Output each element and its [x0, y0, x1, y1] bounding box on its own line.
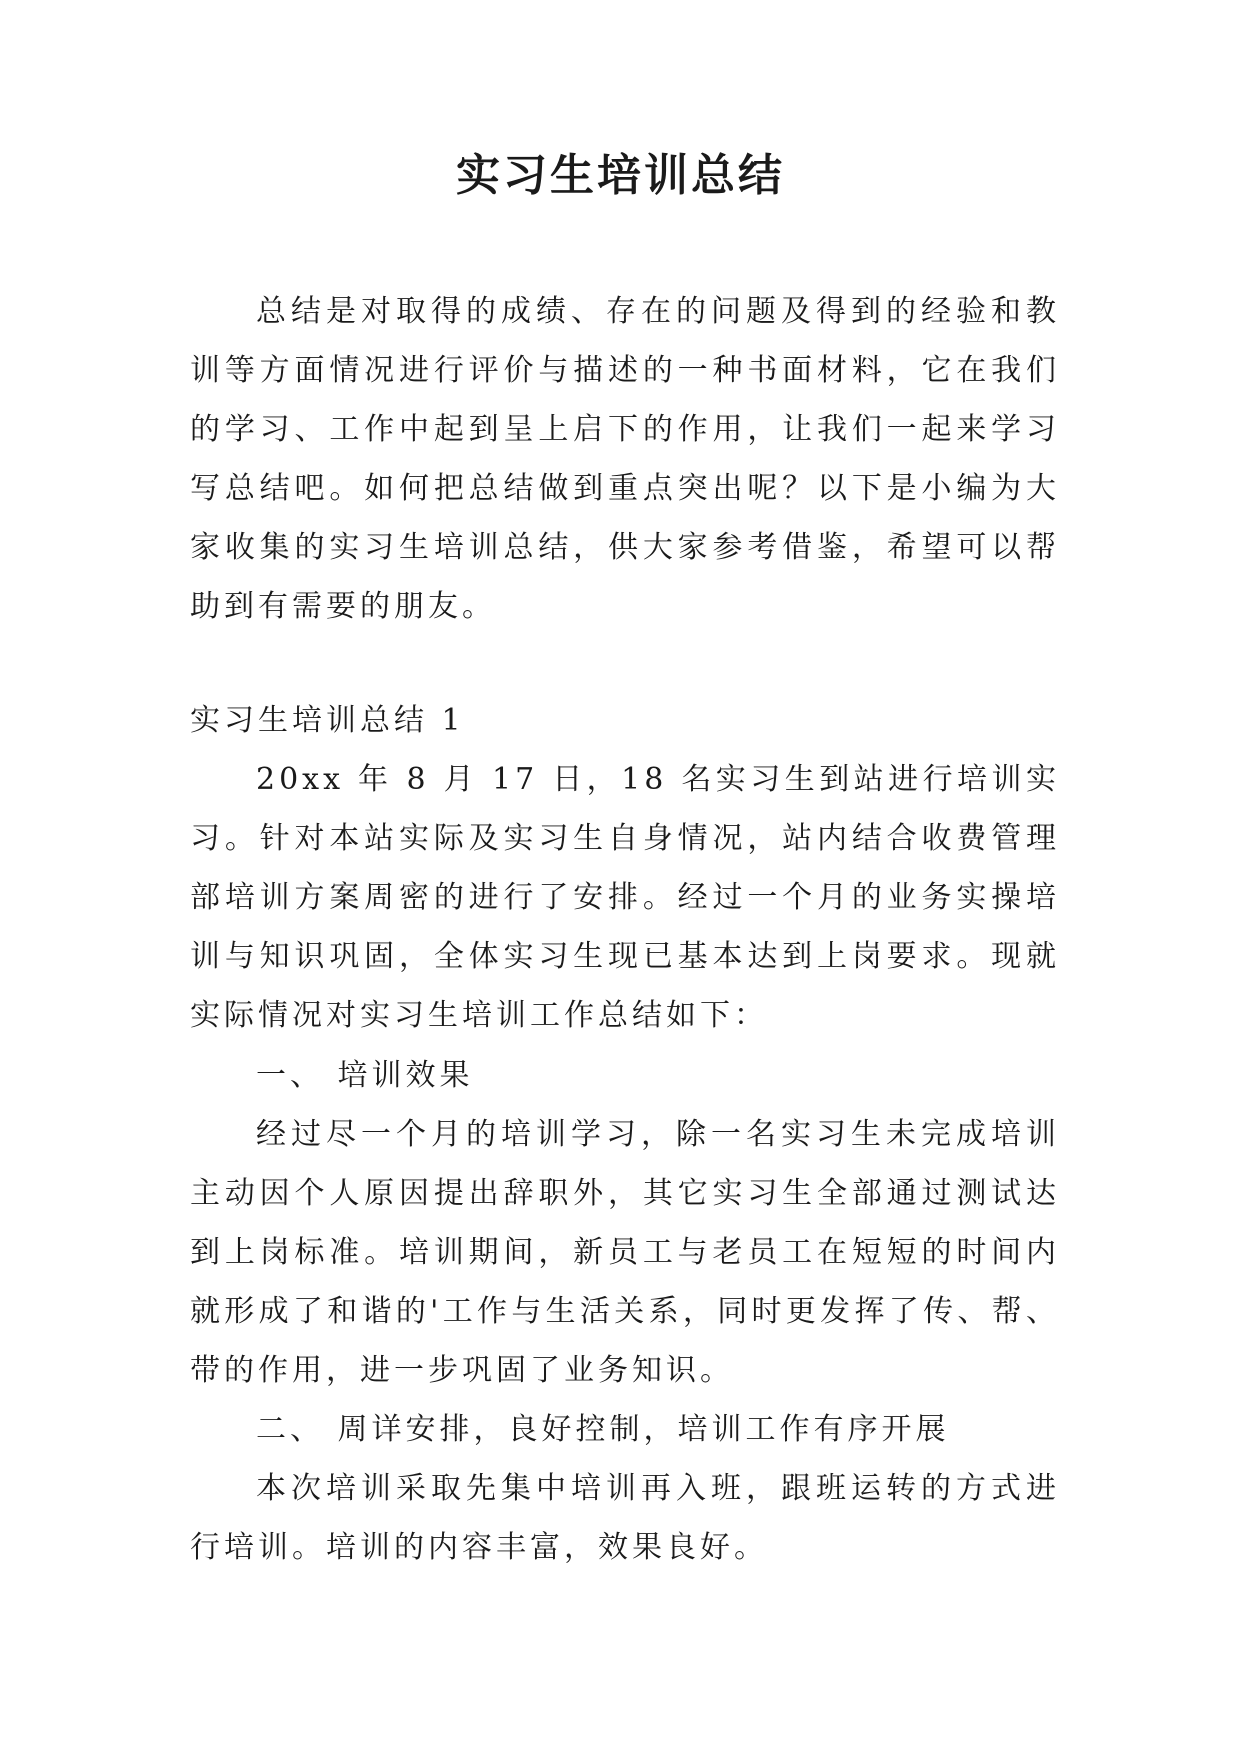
- paragraph-arrangement: 本次培训采取先集中培训再入班，跟班运转的方式进行培训。培训的内容丰富，效果良好。: [190, 1471, 1060, 1565]
- subheading-training-effect: 一、 培训效果: [256, 1058, 474, 1093]
- paragraph-overview: 20xx 年 8 月 17 日，18 名实习生到站进行培训实习。针对本站实际及实习生自身情况，站内结合收费管理部培训方案周密的进行了安排。经过一个月的业务实操培训与知识巩固，全体实习生现已基本达到上岗要求。现就实际情况对实习生培训工作总结如下：: [190, 762, 1060, 1033]
- intro-paragraph: 总结是对取得的成绩、存在的问题及得到的经验和教训等方面情况进行评价与描述的一种书面材料，它在我们的学习、工作中起到呈上启下的作用，让我们一起来学习写总结吧。如何把总结做到重点突出呢？以下是小编为大家收集的实习生培训总结，供大家参考借鉴，希望可以帮助到有需要的朋友。: [190, 294, 1060, 624]
- paragraph-training-effect: 经过尽一个月的培训学习，除一名实习生未完成培训主动因个人原因提出辞职外，其它实习生全部通过测试达到上岗标准。培训期间，新员工与老员工在短短的时间内就形成了和谐的'工作与生活关系，同时更发挥了传、帮、带的作用，进一步巩固了业务知识。: [190, 1117, 1060, 1388]
- subheading-arrangement: 二、 周详安排，良好控制，培训工作有序开展: [256, 1412, 950, 1447]
- section-title: 实习生培训总结 1: [190, 703, 465, 738]
- document-title: 实习生培训总结: [456, 150, 785, 201]
